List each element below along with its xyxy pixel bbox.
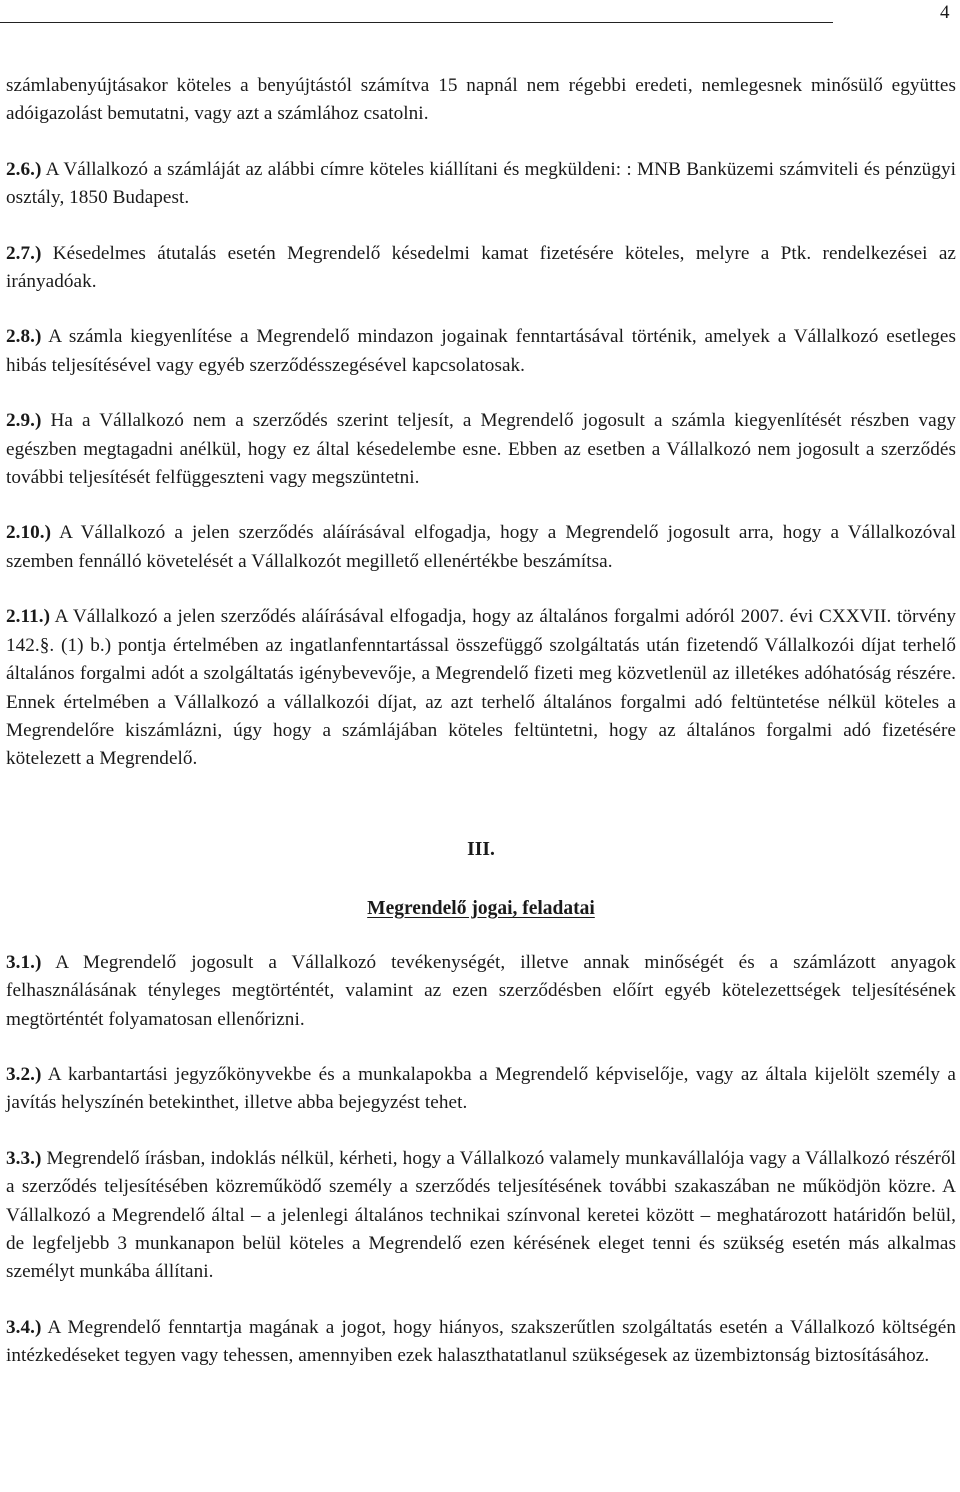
clause-3-1 bbox=[6, 949, 956, 1034]
clause-text: Ha a Vállalkozó nem a szerződés szerint teljesít, a Megrendelő jogosult a számla kiegyenlítését részben vagy egészben megtagadni anélkül, hogy ez által késedelembe esne. Ebben az esetben a Vállalkozó nem jogosult a szerződés további teljesítését felfüggeszteni vagy megszüntetni. bbox=[6, 410, 956, 489]
document-body bbox=[6, 72, 956, 1398]
clause-3-3 bbox=[6, 1145, 956, 1287]
clause-text: A Vállalkozó a jelen szerződés aláírásával elfogadja, hogy a Megrendelő jogosult arra, hogy a Vállalkozóval szemben fennálló követelését a Vállalkozót megillető ellenértékbe beszámítsa. bbox=[6, 522, 956, 572]
clause-2-7 bbox=[6, 240, 956, 297]
clause-text: A Vállalkozó a számláját az alábbi címre köteles kiállítani és megküldeni: : MNB Banküzemi számviteli és pénzügyi osztály, 1850 Budapest. bbox=[6, 158, 956, 209]
clause-number: 3.1.) bbox=[6, 951, 42, 973]
clause-number: 2.7.) bbox=[6, 242, 42, 264]
page-number: 4 bbox=[940, 2, 950, 23]
clause-3-4 bbox=[6, 1314, 956, 1371]
clause-number: 3.2.) bbox=[6, 1063, 42, 1085]
clause-3-2 bbox=[6, 1061, 956, 1118]
clause-text: Megrendelő írásban, indoklás nélkül, kérheti, hogy a Vállalkozó valamely munkavállalója vagy a Vállalkozó részéről a szerződés teljesítésében közreműködő személy a szerződés teljesítésének további szakaszában ne működjön közre. A Vállalkozó a Megrendelő által – a jelenlegi általános technikai színvonal keretei között – meghatározott határidőn belül, de legfeljebb 3 munkanapon belül köteles a Megrendelő ezen kérésének eleget tenni és szükség esetén más alkalmas személyt munkába állítani. bbox=[6, 1147, 956, 1283]
section-title bbox=[6, 895, 956, 923]
clause-text: számlabenyújtásakor köteles a benyújtástól számítva 15 napnál nem régebbi eredeti, nemlegesnek minősülő együttes adóigazolást bemutatni, vagy azt a számlához csatolni. bbox=[6, 75, 956, 125]
clause-text: A Vállalkozó a jelen szerződés aláírásával elfogadja, hogy az általános forgalmi adóról 2007. évi CXXVII. törvény 142.§. (1) b.) pontja értelmében az ingatlanfenntartással összefüggő szolgáltatás után fizetendő Vállalkozói díjat terhelő általános forgalmi adót a szolgáltatás igénybevevője, a Megrendelő fizeti meg közvetlenül az illetékes adóhatóság részére. Ennek értelmében a Vállalkozó a vállalkozói díjat, az azt terhelő általános forgalmi adó feltüntetése nélkül köteles a Megrendelőre kiszámlázni, úgy hogy a számlájában köteles feltüntetni, hogy az általános forgalmi adó fizetésére kötelezett a Megrendelő. bbox=[6, 606, 956, 770]
clause-number: 3.4.) bbox=[6, 1316, 42, 1338]
clause-text: A karbantartási jegyzőkönyvekbe és a munkalapokba a Megrendelő képviselője, vagy az általa kijelölt személy a javítás helyszínén betekinthet, illetve abba bejegyzést tehet. bbox=[6, 1063, 956, 1114]
clause-2-8 bbox=[6, 323, 956, 380]
section-number: III. bbox=[467, 838, 495, 860]
clause-number: 3.3.) bbox=[6, 1147, 42, 1169]
clause-text: Késedelmes átutalás esetén Megrendelő késedelmi kamat fizetésére köteles, melyre a Ptk. rendelkezései az irányadóak. bbox=[6, 242, 956, 293]
clause-number: 2.6.) bbox=[6, 158, 42, 180]
clause-2-6 bbox=[6, 156, 956, 213]
clause-number: 2.9.) bbox=[6, 410, 42, 432]
clause-text: A Megrendelő fenntartja magának a jogot, hogy hiányos, szakszerűtlen szolgáltatás esetén a Vállalkozó költségén intézkedéseket tegyen vagy tehessen, amennyiben ezek halaszthatatlanul szükségesek az üzembiztonság biztosításához. bbox=[6, 1316, 956, 1367]
clause-number: 2.11.) bbox=[6, 606, 51, 628]
clause-text: A számla kiegyenlítése a Megrendelő mindazon jogainak fenntartásával történik, amelyek a Vállalkozó esetleges hibás teljesítésével vagy egyéb szerződésszegésével kapcsolatosak. bbox=[6, 326, 956, 376]
paragraph-continuation bbox=[6, 72, 956, 129]
clause-number: 2.8.) bbox=[6, 326, 42, 348]
header-rule bbox=[0, 22, 833, 23]
clause-2-9 bbox=[6, 407, 956, 492]
clause-text: A Megrendelő jogosult a Vállalkozó tevékenységét, illetve annak minőségét és a számlázott anyagok felhasználásának tényleges megtörténtét, valamint az ezen szerződésben előírt egyéb kötelezettségek teljesítésének megtörténtét folyamatosan ellenőrizni. bbox=[6, 951, 956, 1030]
clause-number: 2.10.) bbox=[6, 522, 52, 544]
section-title-text: Megrendelő jogai, feladatai bbox=[367, 897, 595, 919]
clause-2-11 bbox=[6, 603, 956, 773]
clause-2-10 bbox=[6, 519, 956, 576]
